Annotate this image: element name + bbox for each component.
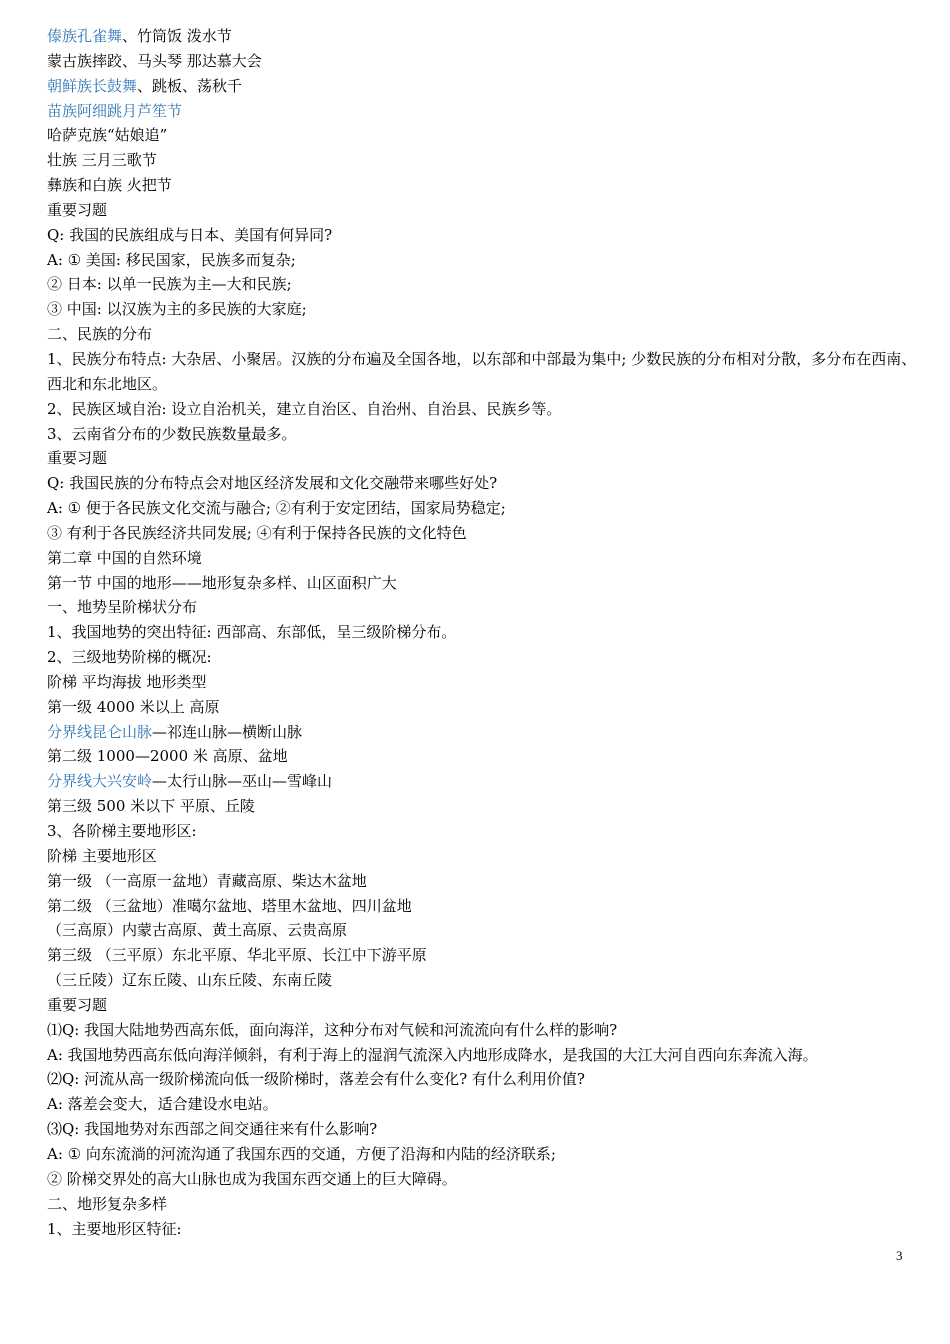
line-text: 二、地形复杂多样 bbox=[47, 1194, 168, 1213]
text-line bbox=[47, 49, 917, 74]
text-line bbox=[47, 595, 917, 620]
text-line bbox=[47, 422, 917, 447]
line-text: （三高原）内蒙古高原、黄土高原、云贵高原 bbox=[47, 921, 348, 940]
line-text: 第二级 （三盆地）准噶尔盆地、塔里木盆地、四川盆地 bbox=[47, 896, 412, 915]
text-line bbox=[47, 173, 917, 198]
line-text: 阶梯 平均海拔 地形类型 bbox=[47, 672, 207, 691]
line-text: 阶梯 主要地形区 bbox=[47, 846, 157, 865]
text-line bbox=[47, 148, 917, 173]
document-body bbox=[47, 24, 917, 1241]
line-text: 1、主要地形区特征: bbox=[47, 1219, 182, 1238]
line-text: 哈萨克族“姑娘追” bbox=[47, 126, 168, 145]
text-line bbox=[47, 894, 917, 919]
line-text: 重要习题 bbox=[47, 995, 108, 1014]
text-line bbox=[47, 645, 917, 670]
text-line bbox=[47, 223, 917, 248]
line-text: —太行山脉—巫山—雪峰山 bbox=[152, 772, 333, 791]
line-text: 第三级 500 米以下 平原、丘陵 bbox=[47, 797, 255, 816]
line-text: Q: 我国民族的分布特点会对地区经济发展和文化交融带来哪些好处? bbox=[47, 474, 498, 493]
line-text: 重要习题 bbox=[47, 449, 108, 468]
text-line bbox=[47, 744, 917, 769]
text-line bbox=[47, 794, 917, 819]
text-line bbox=[47, 397, 917, 422]
text-line bbox=[47, 1043, 917, 1068]
highlighted-text: 傣族孔雀舞 bbox=[47, 27, 123, 45]
text-line bbox=[47, 869, 917, 894]
text-line bbox=[47, 1092, 917, 1117]
line-text: 重要习题 bbox=[47, 200, 108, 219]
text-line bbox=[47, 769, 917, 794]
line-text: （三丘陵）辽东丘陵、山东丘陵、东南丘陵 bbox=[47, 971, 333, 990]
text-line bbox=[47, 968, 917, 993]
line-text: 第三级 （三平原）东北平原、华北平原、长江中下游平原 bbox=[47, 946, 427, 965]
text-line bbox=[47, 446, 917, 471]
line-text: A: ① 向东流淌的河流沟通了我国东西的交通，方便了沿海和内陆的经济联系; bbox=[47, 1144, 556, 1163]
line-text: 第一级 4000 米以上 高原 bbox=[47, 697, 220, 716]
line-text: A: ① 美国: 移民国家，民族多而复杂; bbox=[47, 250, 296, 269]
highlighted-text: 朝鲜族长鼓舞 bbox=[47, 76, 138, 95]
line-text: ③ 有利于各民族经济共同发展; ④有利于保持各民族的文化特色 bbox=[47, 523, 467, 542]
text-line bbox=[47, 844, 917, 869]
text-line bbox=[47, 546, 917, 571]
text-line bbox=[47, 198, 917, 223]
text-line bbox=[47, 123, 917, 148]
line-text: 1、我国地势的突出特征: 西部高、东部低，呈三级阶梯分布。 bbox=[47, 623, 457, 642]
line-text: 1、民族分布特点: 大杂居、小聚居。汉族的分布遍及全国各地，以东部和中部最为集中; 少数民族的分布相对分散，多分布在西南、西北和东北地区。 bbox=[47, 349, 917, 393]
text-line bbox=[47, 720, 917, 745]
line-text: 2、民族区域自治: 设立自治机关，建立自治区、自治州、自治县、民族乡等。 bbox=[47, 399, 562, 418]
line-text: 蒙古族摔跤、马头琴 那达慕大会 bbox=[47, 51, 262, 70]
text-line bbox=[47, 74, 917, 99]
text-line bbox=[47, 918, 917, 943]
text-line bbox=[47, 1192, 917, 1217]
text-line bbox=[47, 695, 917, 720]
line-text: 一、地势呈阶梯状分布 bbox=[47, 598, 198, 617]
line-text: A: ① 便于各民族文化交流与融合; ②有利于安定团结，国家局势稳定; bbox=[47, 499, 506, 518]
line-text: 3、各阶梯主要地形区: bbox=[47, 822, 197, 840]
line-text: ⑶Q: 我国地势对东西部之间交通往来有什么影响? bbox=[47, 1120, 378, 1139]
line-text: ③ 中国: 以汉族为主的多民族的大家庭; bbox=[47, 300, 307, 319]
line-text: 第一节 中国的地形——地形复杂多样、山区面积广大 bbox=[47, 573, 397, 592]
text-line bbox=[47, 99, 917, 124]
line-text: 2、三级地势阶梯的概况: bbox=[47, 648, 212, 667]
line-text: —祁连山脉—横断山脉 bbox=[152, 722, 303, 741]
text-line bbox=[47, 496, 917, 521]
line-text: 第二级 1000—2000 米 高原、盆地 bbox=[47, 747, 288, 766]
line-text: 二、民族的分布 bbox=[47, 325, 153, 344]
line-text: 壮族 三月三歌节 bbox=[47, 151, 157, 170]
text-line bbox=[47, 1117, 917, 1142]
text-line bbox=[47, 670, 917, 695]
text-line bbox=[47, 1167, 917, 1192]
line-text: ⑵Q: 河流从高一级阶梯流向低一级阶梯时，落差会有什么变化? 有什么利用价值? bbox=[47, 1070, 585, 1089]
line-text: ② 阶梯交界处的高大山脉也成为我国东西交通上的巨大障碍。 bbox=[47, 1169, 457, 1188]
page-number: 3 bbox=[896, 1248, 903, 1263]
text-line bbox=[47, 297, 917, 322]
text-line bbox=[47, 1142, 917, 1167]
text-line bbox=[47, 1018, 917, 1043]
text-line bbox=[47, 521, 917, 546]
line-text: 彝族和白族 火把节 bbox=[47, 176, 172, 195]
text-line bbox=[47, 322, 917, 347]
line-text: Q: 我国的民族组成与日本、美国有何异同? bbox=[47, 225, 333, 244]
line-text: 、竹筒饭 泼水节 bbox=[122, 27, 232, 45]
text-line bbox=[47, 1067, 917, 1092]
line-text: A: 落差会变大，适合建设水电站。 bbox=[47, 1095, 278, 1114]
text-line bbox=[47, 620, 917, 645]
text-line bbox=[47, 819, 917, 844]
text-line bbox=[47, 993, 917, 1018]
text-line bbox=[47, 24, 917, 49]
highlighted-text: 苗族阿细跳月芦笙节 bbox=[47, 101, 183, 120]
line-text: ⑴Q: 我国大陆地势西高东低，面向海洋，这种分布对气候和河流流向有什么样的影响? bbox=[47, 1020, 618, 1039]
line-text: 第二章 中国的自然环境 bbox=[47, 548, 202, 567]
line-text: 第一级 （一高原一盆地）青藏高原、柴达木盆地 bbox=[47, 871, 367, 890]
text-line bbox=[47, 471, 917, 496]
highlighted-text: 分界线昆仑山脉 bbox=[47, 722, 153, 741]
line-text: ② 日本: 以单一民族为主—大和民族; bbox=[47, 275, 292, 294]
line-text: 3、云南省分布的少数民族数量最多。 bbox=[47, 424, 297, 443]
text-line bbox=[47, 248, 917, 273]
text-line bbox=[47, 272, 917, 297]
text-line bbox=[47, 347, 917, 397]
highlighted-text: 分界线大兴安岭 bbox=[47, 772, 153, 791]
line-text: 、跳板、荡秋千 bbox=[137, 76, 243, 95]
text-line bbox=[47, 1217, 917, 1242]
text-line bbox=[47, 571, 917, 596]
line-text: A: 我国地势西高东低向海洋倾斜，有利于海上的湿润气流深入内地形成降水，是我国的大江大河自西向东奔流入海。 bbox=[47, 1045, 818, 1064]
text-line bbox=[47, 943, 917, 968]
